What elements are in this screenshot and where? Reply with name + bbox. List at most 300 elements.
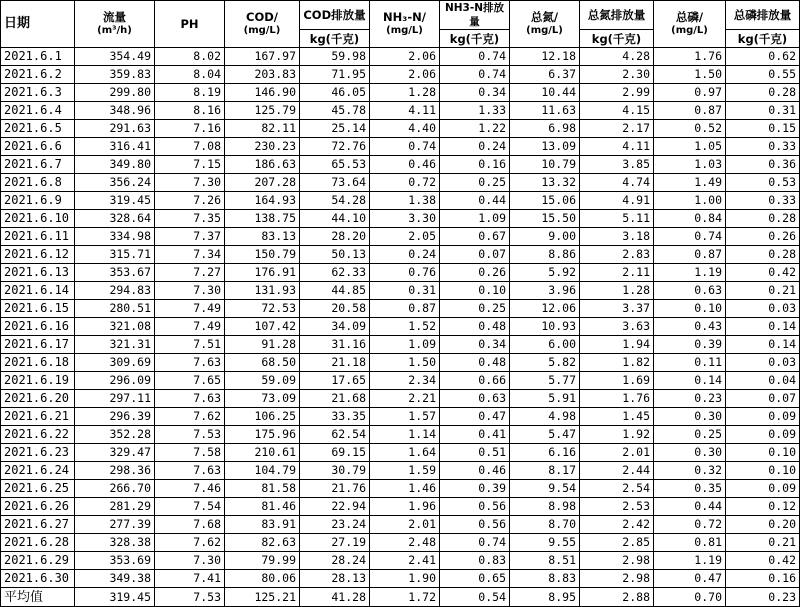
- cell-date: 2021.6.5: [1, 120, 75, 138]
- cell-tp-discharge: 0.03: [726, 300, 800, 318]
- cell-nh3-discharge: 0.39: [440, 480, 510, 498]
- cell-nh3-discharge: 0.51: [440, 444, 510, 462]
- header-cod-discharge: COD排放量: [300, 1, 370, 30]
- cell-flow: 354.49: [75, 48, 155, 66]
- table-row: [1, 570, 800, 588]
- cell-cod-discharge: 21.76: [300, 480, 370, 498]
- cell-flow: 353.69: [75, 552, 155, 570]
- cell-tn: 13.32: [510, 174, 580, 192]
- table-row: [1, 354, 800, 372]
- cell-nh3-discharge: 0.56: [440, 516, 510, 534]
- cell-nh3-discharge: 1.09: [440, 210, 510, 228]
- cell-cod-discharge: 65.53: [300, 156, 370, 174]
- cell-cod: 107.42: [225, 318, 300, 336]
- cell-cod-discharge: 21.18: [300, 354, 370, 372]
- average-cod-discharge: 41.28: [300, 588, 370, 607]
- header-nh3-discharge-unit: kg(千克): [440, 30, 510, 48]
- cell-cod: 81.58: [225, 480, 300, 498]
- cell-tn: 5.92: [510, 264, 580, 282]
- cell-tp: 1.03: [654, 156, 726, 174]
- cell-ph: 8.16: [155, 102, 225, 120]
- table-row: [1, 498, 800, 516]
- cell-nh3: 2.41: [370, 552, 440, 570]
- cell-tn-discharge: 1.76: [580, 390, 654, 408]
- cell-nh3: 0.74: [370, 138, 440, 156]
- cell-ph: 7.35: [155, 210, 225, 228]
- cell-date: 2021.6.20: [1, 390, 75, 408]
- cell-nh3: 1.28: [370, 84, 440, 102]
- header-nh3-unit: (mg/L): [386, 25, 423, 36]
- cell-nh3: 2.21: [370, 390, 440, 408]
- cell-nh3-discharge: 0.46: [440, 462, 510, 480]
- cell-flow: 349.80: [75, 156, 155, 174]
- cell-nh3: 0.76: [370, 264, 440, 282]
- cell-ph: 7.62: [155, 408, 225, 426]
- cell-tn-discharge: 1.69: [580, 372, 654, 390]
- cell-date: 2021.6.4: [1, 102, 75, 120]
- cell-ph: 7.27: [155, 264, 225, 282]
- cell-tp-discharge: 0.15: [726, 120, 800, 138]
- header-tn-unit: (mg/L): [526, 25, 563, 36]
- average-tp: 0.70: [654, 588, 726, 607]
- cell-cod: 104.79: [225, 462, 300, 480]
- header-ph: PH: [155, 1, 225, 48]
- cell-date: 2021.6.18: [1, 354, 75, 372]
- table-row: [1, 84, 800, 102]
- cell-cod: 146.90: [225, 84, 300, 102]
- cell-tp: 0.87: [654, 102, 726, 120]
- cell-cod-discharge: 71.95: [300, 66, 370, 84]
- cell-tn: 8.70: [510, 516, 580, 534]
- cell-ph: 7.68: [155, 516, 225, 534]
- cell-tn: 6.16: [510, 444, 580, 462]
- cell-tp: 1.76: [654, 48, 726, 66]
- cell-nh3: 1.59: [370, 462, 440, 480]
- cell-ph: 7.15: [155, 156, 225, 174]
- cell-nh3-discharge: 0.63: [440, 390, 510, 408]
- cell-cod: 106.25: [225, 408, 300, 426]
- table-row: [1, 426, 800, 444]
- cell-tn: 10.44: [510, 84, 580, 102]
- table-row: [1, 48, 800, 66]
- cell-tp-discharge: 0.09: [726, 480, 800, 498]
- cell-ph: 7.62: [155, 534, 225, 552]
- header-tn-discharge-unit: kg(千克): [580, 30, 654, 48]
- cell-tp-discharge: 0.28: [726, 84, 800, 102]
- cell-cod: 80.06: [225, 570, 300, 588]
- cell-tp: 1.19: [654, 264, 726, 282]
- table-row: [1, 174, 800, 192]
- cell-flow: 352.28: [75, 426, 155, 444]
- table-row: [1, 228, 800, 246]
- cell-nh3-discharge: 0.56: [440, 498, 510, 516]
- cell-nh3: 1.50: [370, 354, 440, 372]
- header-tp-label: 总磷/: [675, 10, 704, 24]
- cell-date: 2021.6.10: [1, 210, 75, 228]
- average-ph: 7.53: [155, 588, 225, 607]
- cell-nh3-discharge: 0.34: [440, 336, 510, 354]
- cell-nh3-discharge: 0.34: [440, 84, 510, 102]
- cell-date: 2021.6.26: [1, 498, 75, 516]
- table-row: [1, 210, 800, 228]
- cell-cod: 72.53: [225, 300, 300, 318]
- cell-cod: 83.13: [225, 228, 300, 246]
- cell-nh3: 1.52: [370, 318, 440, 336]
- cell-flow: 319.45: [75, 192, 155, 210]
- table-row: [1, 336, 800, 354]
- cell-tn-discharge: 4.28: [580, 48, 654, 66]
- average-tn: 8.95: [510, 588, 580, 607]
- cell-ph: 8.19: [155, 84, 225, 102]
- cell-tp-discharge: 0.26: [726, 228, 800, 246]
- cell-nh3-discharge: 0.44: [440, 192, 510, 210]
- cell-cod: 138.75: [225, 210, 300, 228]
- cell-tn: 6.98: [510, 120, 580, 138]
- cell-date: 2021.6.11: [1, 228, 75, 246]
- header-tp: [654, 1, 726, 48]
- cell-ph: 7.26: [155, 192, 225, 210]
- cell-tn-discharge: 2.11: [580, 264, 654, 282]
- cell-tn: 8.83: [510, 570, 580, 588]
- cell-cod: 82.11: [225, 120, 300, 138]
- cell-nh3-discharge: 0.47: [440, 408, 510, 426]
- cell-date: 2021.6.28: [1, 534, 75, 552]
- average-tp-discharge: 0.23: [726, 588, 800, 607]
- cell-tn: 9.55: [510, 534, 580, 552]
- cell-cod-discharge: 27.19: [300, 534, 370, 552]
- cell-cod: 68.50: [225, 354, 300, 372]
- cell-flow: 315.71: [75, 246, 155, 264]
- cell-cod-discharge: 34.09: [300, 318, 370, 336]
- cell-tp-discharge: 0.55: [726, 66, 800, 84]
- cell-tn: 10.93: [510, 318, 580, 336]
- cell-tp: 0.39: [654, 336, 726, 354]
- cell-tn-discharge: 3.63: [580, 318, 654, 336]
- cell-tp: 0.47: [654, 570, 726, 588]
- cell-cod: 167.97: [225, 48, 300, 66]
- cell-tp: 1.49: [654, 174, 726, 192]
- cell-nh3-discharge: 0.66: [440, 372, 510, 390]
- average-label: 平均值: [1, 588, 75, 607]
- cell-flow: 349.38: [75, 570, 155, 588]
- cell-tp-discharge: 0.21: [726, 534, 800, 552]
- cell-tn-discharge: 1.28: [580, 282, 654, 300]
- cell-tn-discharge: 1.92: [580, 426, 654, 444]
- header-flow-label: 流量: [103, 10, 126, 24]
- cell-nh3: 1.46: [370, 480, 440, 498]
- header-tn: [510, 1, 580, 48]
- cell-cod: 82.63: [225, 534, 300, 552]
- table-row: [1, 300, 800, 318]
- cell-flow: 294.83: [75, 282, 155, 300]
- cell-flow: 334.98: [75, 228, 155, 246]
- table-row: [1, 264, 800, 282]
- cell-ph: 7.30: [155, 282, 225, 300]
- cell-tn: 6.00: [510, 336, 580, 354]
- cell-flow: 359.83: [75, 66, 155, 84]
- cell-nh3: 1.90: [370, 570, 440, 588]
- cell-tp-discharge: 0.07: [726, 390, 800, 408]
- cell-flow: 281.29: [75, 498, 155, 516]
- cell-nh3: 3.30: [370, 210, 440, 228]
- cell-flow: 329.47: [75, 444, 155, 462]
- cell-cod-discharge: 28.24: [300, 552, 370, 570]
- table-row: [1, 534, 800, 552]
- cell-nh3-discharge: 0.07: [440, 246, 510, 264]
- cell-tp: 0.72: [654, 516, 726, 534]
- cell-nh3: 4.11: [370, 102, 440, 120]
- cell-date: 2021.6.14: [1, 282, 75, 300]
- cell-tp-discharge: 0.36: [726, 156, 800, 174]
- cell-date: 2021.6.3: [1, 84, 75, 102]
- cell-tp: 0.63: [654, 282, 726, 300]
- cell-tp: 0.74: [654, 228, 726, 246]
- cell-flow: 353.67: [75, 264, 155, 282]
- header-flow-unit: (m³/h): [97, 25, 132, 36]
- header-cod-label: COD/: [246, 10, 278, 24]
- average-flow: 319.45: [75, 588, 155, 607]
- cell-flow: 280.51: [75, 300, 155, 318]
- table-row: [1, 444, 800, 462]
- cell-flow: 356.24: [75, 174, 155, 192]
- cell-cod-discharge: 22.94: [300, 498, 370, 516]
- cell-cod: 203.83: [225, 66, 300, 84]
- cell-tp-discharge: 0.33: [726, 138, 800, 156]
- cell-nh3: 1.57: [370, 408, 440, 426]
- cell-nh3: 2.34: [370, 372, 440, 390]
- cell-date: 2021.6.16: [1, 318, 75, 336]
- cell-nh3-discharge: 1.22: [440, 120, 510, 138]
- cell-tn-discharge: 2.98: [580, 570, 654, 588]
- cell-tp: 1.05: [654, 138, 726, 156]
- cell-flow: 321.31: [75, 336, 155, 354]
- cell-flow: 299.80: [75, 84, 155, 102]
- cell-tn-discharge: 2.54: [580, 480, 654, 498]
- cell-cod: 164.93: [225, 192, 300, 210]
- cell-tn: 9.54: [510, 480, 580, 498]
- cell-tn: 5.82: [510, 354, 580, 372]
- cell-tn: 12.18: [510, 48, 580, 66]
- cell-tp: 0.10: [654, 300, 726, 318]
- table-row: [1, 102, 800, 120]
- header-tp-discharge: 总磷排放量: [726, 1, 800, 30]
- cell-tp-discharge: 0.53: [726, 174, 800, 192]
- cell-cod: 131.93: [225, 282, 300, 300]
- cell-cod-discharge: 59.98: [300, 48, 370, 66]
- cell-cod-discharge: 46.05: [300, 84, 370, 102]
- cell-tn: 8.98: [510, 498, 580, 516]
- cell-cod-discharge: 69.15: [300, 444, 370, 462]
- cell-tn-discharge: 1.82: [580, 354, 654, 372]
- cell-nh3-discharge: 0.74: [440, 534, 510, 552]
- cell-nh3: 0.31: [370, 282, 440, 300]
- header-tp-discharge-unit: kg(千克): [726, 30, 800, 48]
- header-date: 日期: [1, 1, 75, 48]
- cell-cod-discharge: 44.85: [300, 282, 370, 300]
- cell-cod-discharge: 28.13: [300, 570, 370, 588]
- cell-nh3: 2.05: [370, 228, 440, 246]
- cell-flow: 328.38: [75, 534, 155, 552]
- cell-ph: 7.41: [155, 570, 225, 588]
- cell-tn-discharge: 1.45: [580, 408, 654, 426]
- cell-tp-discharge: 0.42: [726, 264, 800, 282]
- cell-date: 2021.6.6: [1, 138, 75, 156]
- table-row: [1, 120, 800, 138]
- cell-nh3-discharge: 0.74: [440, 48, 510, 66]
- cell-ph: 7.37: [155, 228, 225, 246]
- cell-tn: 4.98: [510, 408, 580, 426]
- cell-cod: 186.63: [225, 156, 300, 174]
- cell-cod: 91.28: [225, 336, 300, 354]
- cell-flow: 296.39: [75, 408, 155, 426]
- cell-nh3-discharge: 0.41: [440, 426, 510, 444]
- cell-tn-discharge: 2.30: [580, 66, 654, 84]
- cell-nh3: 0.24: [370, 246, 440, 264]
- cell-cod-discharge: 73.64: [300, 174, 370, 192]
- table-row: [1, 552, 800, 570]
- cell-tp-discharge: 0.31: [726, 102, 800, 120]
- cell-cod-discharge: 50.13: [300, 246, 370, 264]
- cell-tp: 0.52: [654, 120, 726, 138]
- cell-tn-discharge: 2.98: [580, 552, 654, 570]
- cell-nh3: 1.14: [370, 426, 440, 444]
- header-nh3-label: NH₃-N/: [383, 10, 426, 24]
- cell-nh3-discharge: 1.33: [440, 102, 510, 120]
- table-row: [1, 390, 800, 408]
- cell-ph: 7.65: [155, 372, 225, 390]
- header-cod: [225, 1, 300, 48]
- cell-tn: 10.79: [510, 156, 580, 174]
- average-tn-discharge: 2.88: [580, 588, 654, 607]
- cell-tn-discharge: 2.17: [580, 120, 654, 138]
- table-row: [1, 192, 800, 210]
- cell-tn: 8.86: [510, 246, 580, 264]
- cell-tp-discharge: 0.10: [726, 462, 800, 480]
- cell-date: 2021.6.9: [1, 192, 75, 210]
- cell-tn-discharge: 2.01: [580, 444, 654, 462]
- cell-tp: 0.87: [654, 246, 726, 264]
- cell-nh3: 0.72: [370, 174, 440, 192]
- cell-cod-discharge: 21.68: [300, 390, 370, 408]
- cell-nh3-discharge: 0.74: [440, 66, 510, 84]
- cell-nh3: 2.01: [370, 516, 440, 534]
- cell-tn: 13.09: [510, 138, 580, 156]
- cell-cod: 207.28: [225, 174, 300, 192]
- cell-flow: 316.41: [75, 138, 155, 156]
- average-cod: 125.21: [225, 588, 300, 607]
- cell-cod: 210.61: [225, 444, 300, 462]
- cell-nh3: 2.06: [370, 48, 440, 66]
- cell-cod-discharge: 25.14: [300, 120, 370, 138]
- cell-tn: 3.96: [510, 282, 580, 300]
- cell-tp: 0.30: [654, 444, 726, 462]
- cell-tp-discharge: 0.21: [726, 282, 800, 300]
- header-cod-unit: (mg/L): [243, 25, 281, 36]
- cell-tn: 6.37: [510, 66, 580, 84]
- cell-cod: 176.91: [225, 264, 300, 282]
- cell-nh3: 2.06: [370, 66, 440, 84]
- cell-date: 2021.6.25: [1, 480, 75, 498]
- cell-date: 2021.6.13: [1, 264, 75, 282]
- cell-flow: 348.96: [75, 102, 155, 120]
- cell-ph: 7.63: [155, 390, 225, 408]
- cell-date: 2021.6.24: [1, 462, 75, 480]
- cell-cod-discharge: 45.78: [300, 102, 370, 120]
- cell-flow: 277.39: [75, 516, 155, 534]
- cell-tp-discharge: 0.28: [726, 246, 800, 264]
- cell-tp-discharge: 0.10: [726, 444, 800, 462]
- cell-ph: 7.49: [155, 318, 225, 336]
- header-nh3: [370, 1, 440, 48]
- cell-cod: 230.23: [225, 138, 300, 156]
- cell-tn-discharge: 4.11: [580, 138, 654, 156]
- cell-tp-discharge: 0.20: [726, 516, 800, 534]
- cell-tp-discharge: 0.12: [726, 498, 800, 516]
- cell-date: 2021.6.17: [1, 336, 75, 354]
- cell-nh3-discharge: 0.48: [440, 354, 510, 372]
- cell-tn: 5.91: [510, 390, 580, 408]
- cell-date: 2021.6.21: [1, 408, 75, 426]
- cell-tp-discharge: 0.62: [726, 48, 800, 66]
- cell-cod-discharge: 44.10: [300, 210, 370, 228]
- cell-date: 2021.6.29: [1, 552, 75, 570]
- cell-date: 2021.6.22: [1, 426, 75, 444]
- cell-tn-discharge: 3.18: [580, 228, 654, 246]
- cell-tp-discharge: 0.03: [726, 354, 800, 372]
- cell-ph: 7.49: [155, 300, 225, 318]
- table-row: [1, 480, 800, 498]
- cell-tn-discharge: 2.85: [580, 534, 654, 552]
- cell-tn: 15.06: [510, 192, 580, 210]
- table-row: [1, 462, 800, 480]
- cell-date: 2021.6.27: [1, 516, 75, 534]
- cell-ph: 7.63: [155, 354, 225, 372]
- cell-flow: 298.36: [75, 462, 155, 480]
- header-tn-label: 总氮/: [530, 10, 559, 24]
- cell-tp-discharge: 0.42: [726, 552, 800, 570]
- cell-ph: 7.16: [155, 120, 225, 138]
- cell-date: 2021.6.8: [1, 174, 75, 192]
- table-row: [1, 318, 800, 336]
- cell-tp-discharge: 0.28: [726, 210, 800, 228]
- cell-tp: 0.23: [654, 390, 726, 408]
- cell-tp: 0.14: [654, 372, 726, 390]
- header-cod-discharge-unit: kg(千克): [300, 30, 370, 48]
- cell-tp-discharge: 0.33: [726, 192, 800, 210]
- table-row: [1, 408, 800, 426]
- cell-ph: 7.34: [155, 246, 225, 264]
- cell-nh3-discharge: 0.26: [440, 264, 510, 282]
- cell-date: 2021.6.1: [1, 48, 75, 66]
- cell-cod-discharge: 33.35: [300, 408, 370, 426]
- cell-tn-discharge: 2.99: [580, 84, 654, 102]
- cell-tp: 0.44: [654, 498, 726, 516]
- cell-nh3-discharge: 0.83: [440, 552, 510, 570]
- cell-flow: 291.63: [75, 120, 155, 138]
- cell-ph: 7.08: [155, 138, 225, 156]
- cell-nh3: 0.46: [370, 156, 440, 174]
- cell-date: 2021.6.30: [1, 570, 75, 588]
- cell-tp: 0.11: [654, 354, 726, 372]
- cell-ph: 7.46: [155, 480, 225, 498]
- cell-flow: 297.11: [75, 390, 155, 408]
- cell-cod: 125.79: [225, 102, 300, 120]
- cell-tp: 1.00: [654, 192, 726, 210]
- cell-ph: 8.04: [155, 66, 225, 84]
- cell-cod: 59.09: [225, 372, 300, 390]
- cell-cod: 73.09: [225, 390, 300, 408]
- cell-nh3-discharge: 0.10: [440, 282, 510, 300]
